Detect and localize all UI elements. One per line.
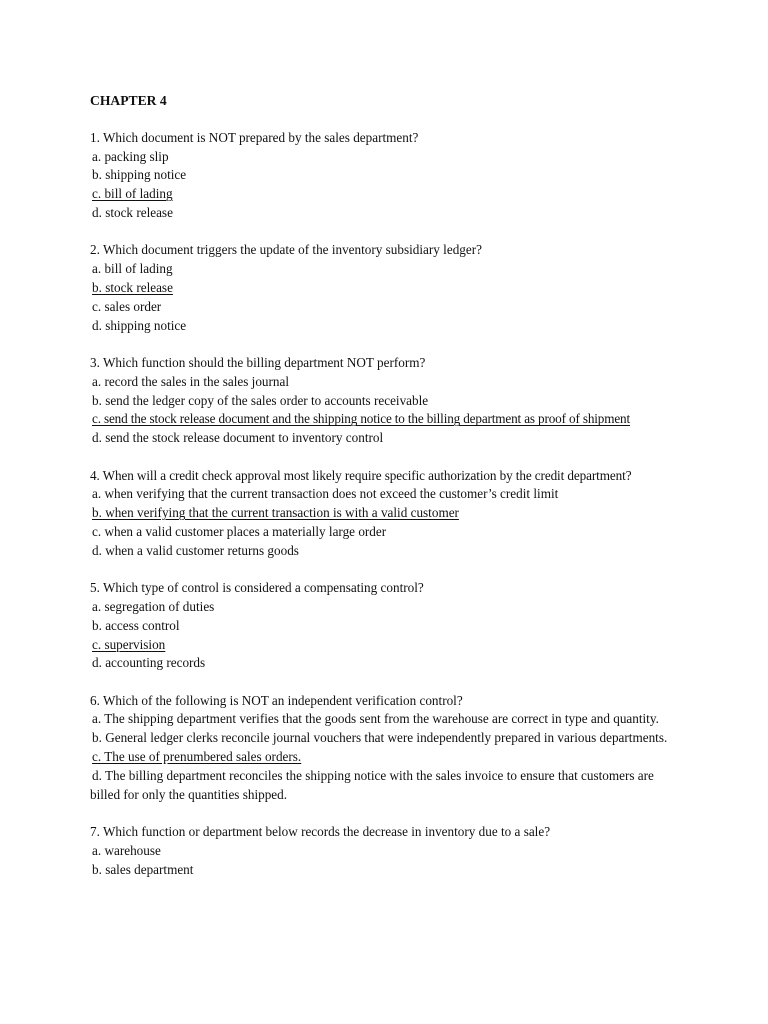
answer-option-a: a. record the sales in the sales journal: [92, 373, 290, 389]
question-7: [90, 823, 680, 879]
document-content: [90, 92, 680, 898]
answer-option-b: b. access control: [92, 617, 180, 633]
answer-option-c: c. when a valid customer places a materially large order: [92, 523, 387, 539]
correct-answer-option-c: c. send the stock release document and the shipping notice to the billing department as proof of shipment: [92, 411, 630, 427]
answer-option-a: a. packing slip: [92, 148, 169, 164]
question-text: 4. When will a credit check approval most likely require specific authorization by the credit department?: [90, 467, 632, 483]
question-text: 7. Which function or department below records the decrease in inventory due to a sale?: [90, 824, 551, 840]
answer-option-d: d. send the stock release document to inventory control: [92, 430, 384, 446]
answer-option-b: b. sales department: [92, 861, 194, 877]
answer-option-c: c. sales order: [92, 298, 162, 314]
question-3: [90, 354, 680, 448]
answer-option-d: d. accounting records: [92, 655, 206, 671]
question-6: [90, 692, 680, 805]
answer-option-b: b. General ledger clerks reconcile journal vouchers that were independently prepared in various departments.: [92, 730, 668, 746]
correct-answer-option-b: b. stock release: [92, 279, 173, 295]
chapter-title: CHAPTER 4: [90, 93, 167, 108]
correct-answer-option-c: c. The use of prenumbered sales orders.: [92, 749, 302, 765]
answer-option-a: a. The shipping department verifies that the goods sent from the warehouse are correct in type and quantity.: [92, 711, 659, 727]
answer-option-d: d. The billing department reconciles the shipping notice with the sales invoice to ensure that customers are billed for only the quantities shipped.: [90, 767, 654, 802]
question-1: [90, 129, 680, 223]
question-text: 2. Which document triggers the update of the inventory subsidiary ledger?: [90, 242, 482, 258]
answer-option-b: b. send the ledger copy of the sales order to accounts receivable: [92, 392, 429, 408]
answer-option-b: b. shipping notice: [92, 167, 187, 183]
question-text: 1. Which document is NOT prepared by the sales department?: [90, 129, 419, 145]
question-text: 5. Which type of control is considered a compensating control?: [90, 580, 424, 596]
question-text: 6. Which of the following is NOT an independent verification control?: [90, 692, 463, 708]
correct-answer-option-c: c. bill of lading: [92, 186, 173, 202]
answer-option-d: d. shipping notice: [92, 317, 187, 333]
correct-answer-option-c: c. supervision: [92, 636, 166, 652]
answer-option-d: d. stock release: [92, 204, 173, 220]
answer-option-a: a. segregation of duties: [92, 598, 215, 614]
answer-option-a: a. warehouse: [92, 842, 161, 858]
answer-option-a: a. bill of lading: [92, 261, 173, 277]
answer-option-d: d. when a valid customer returns goods: [92, 542, 299, 558]
correct-answer-option-b: b. when verifying that the current transaction is with a valid customer: [92, 505, 459, 521]
answer-option-a: a. when verifying that the current transaction does not exceed the customer’s credit limit: [92, 486, 559, 502]
question-5: [90, 579, 680, 673]
question-text: 3. Which function should the billing department NOT perform?: [90, 354, 426, 370]
question-2: [90, 241, 680, 335]
question-4: [90, 467, 680, 561]
